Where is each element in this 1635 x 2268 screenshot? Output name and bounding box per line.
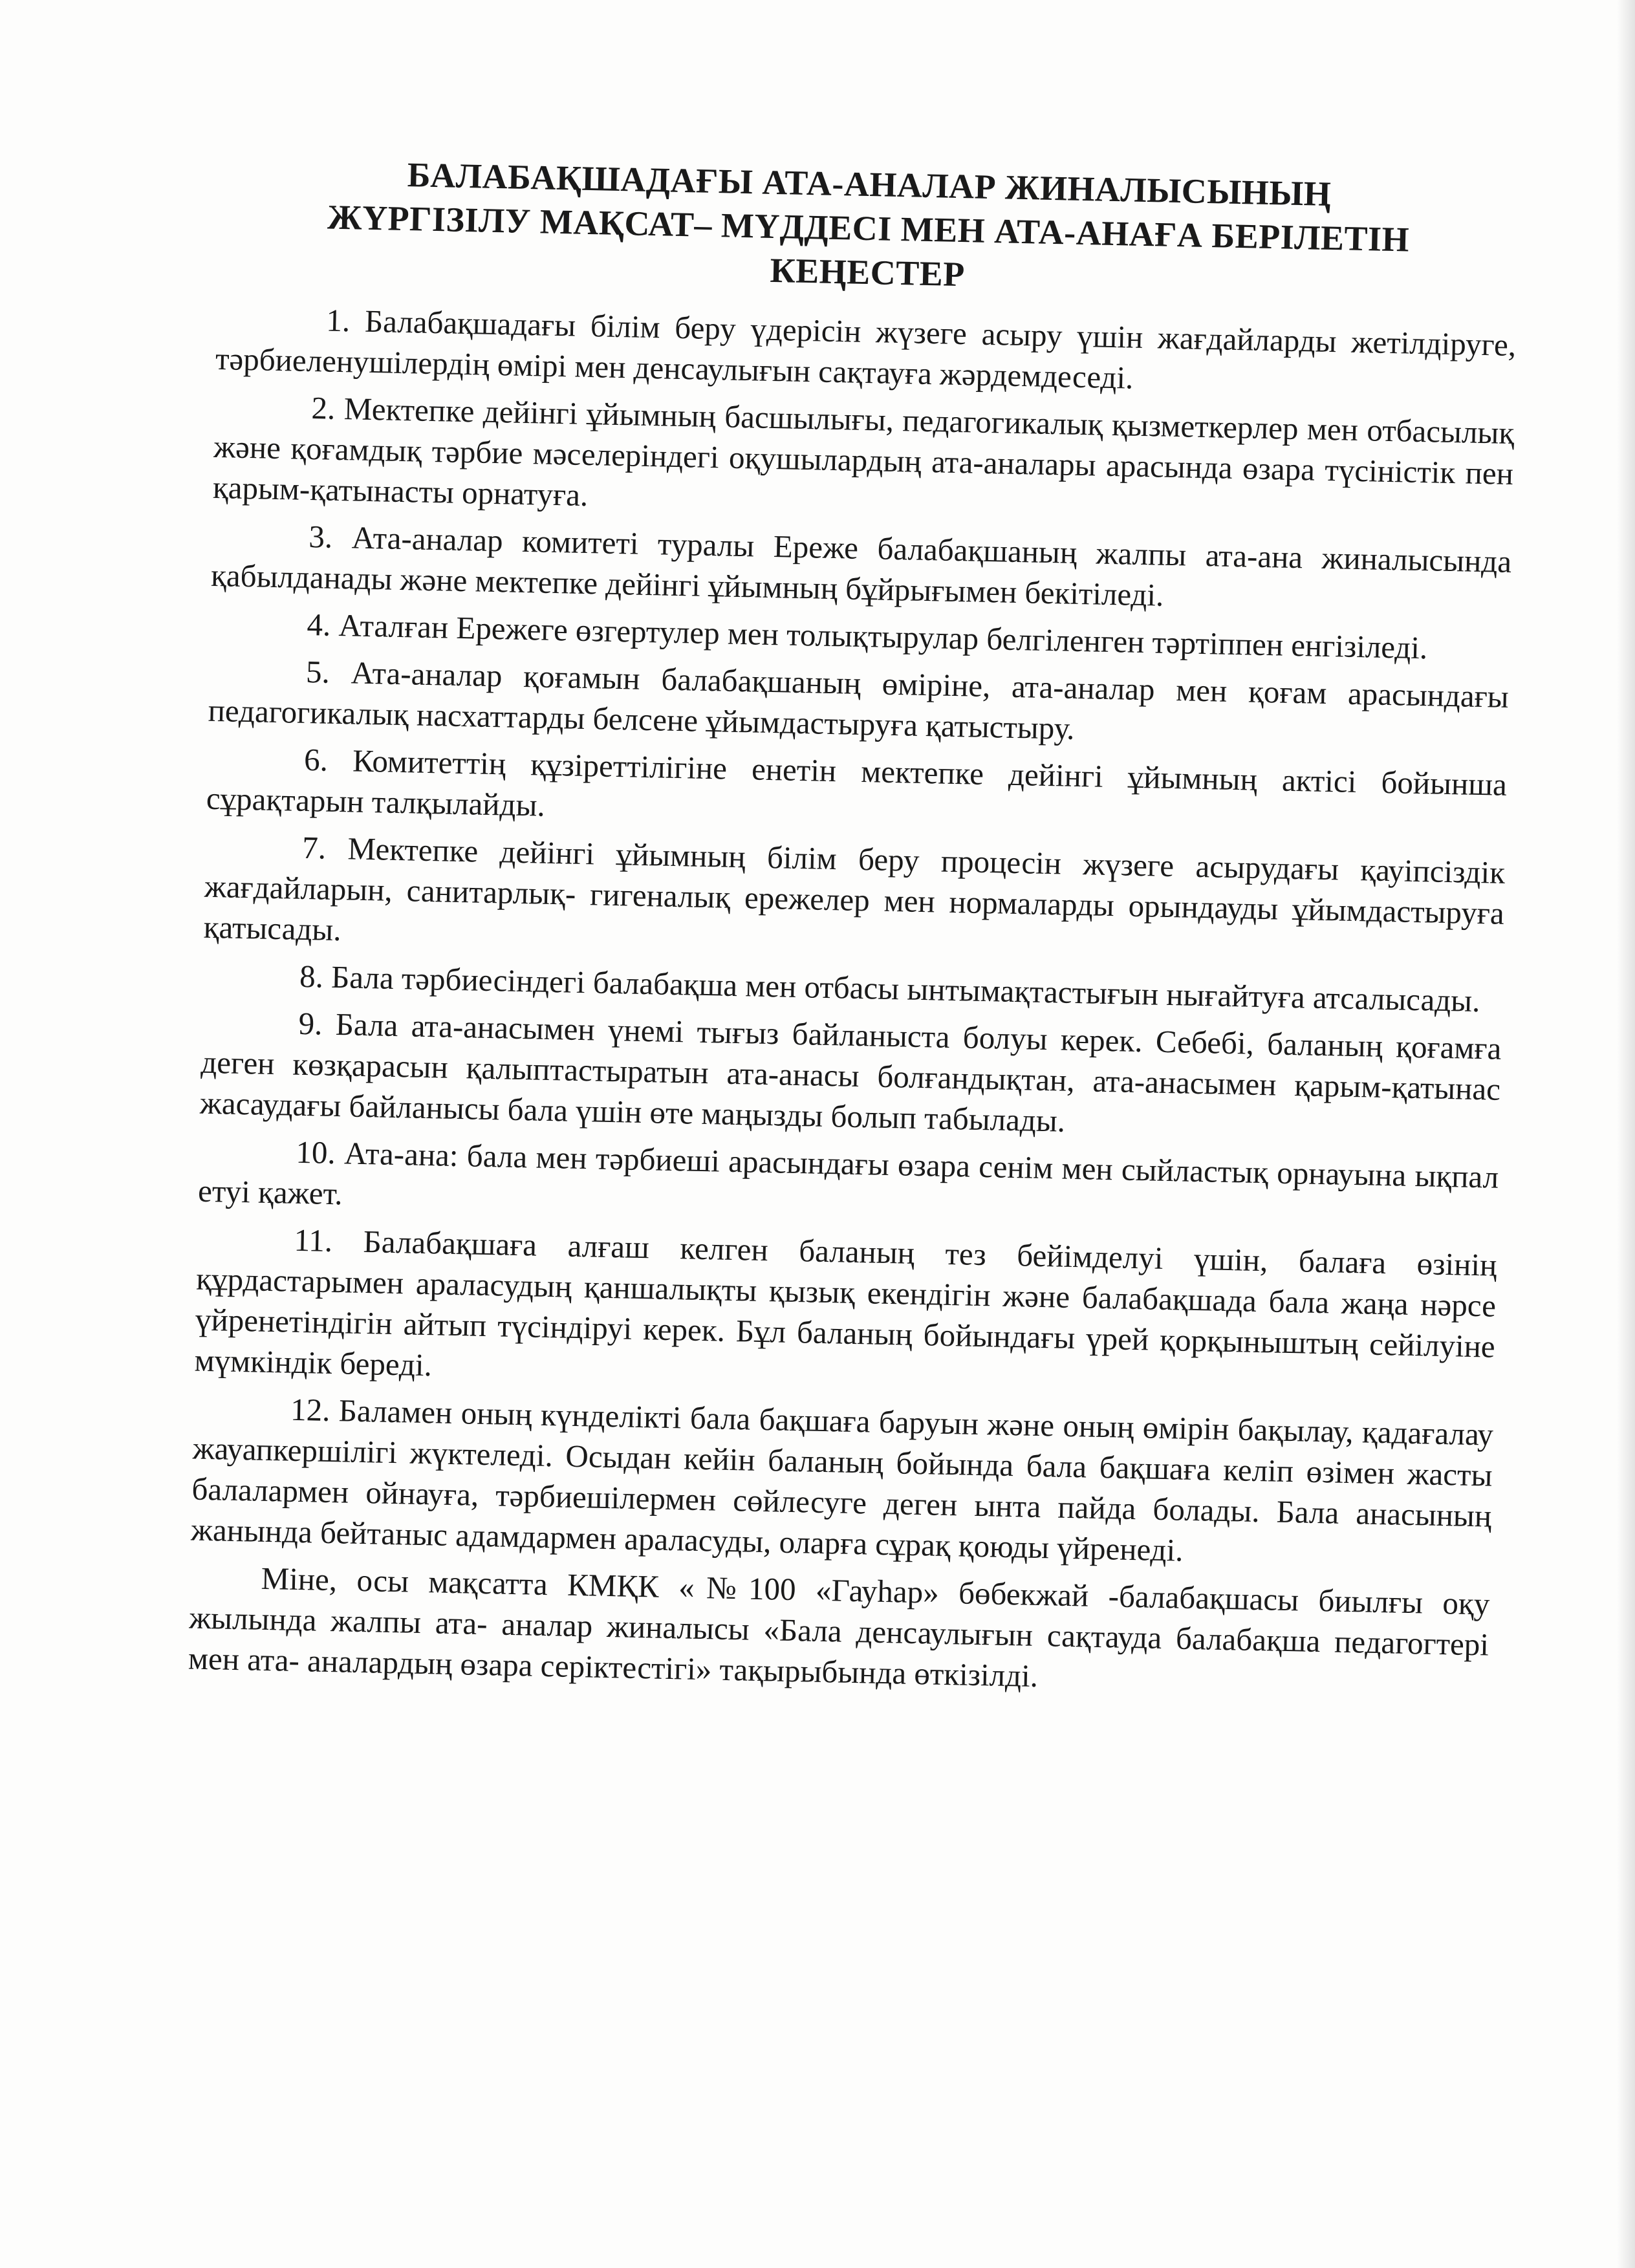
paragraph-7: 7. Мектепке дейінгі ұйымның білім беру процесін жүзеге асырудағы қауіпсіздік жағдайларын, санитарлық- гигеналық ережелер мен нормаларды орындауды ұйымдастыруға қатысады. (203, 829, 1506, 948)
closing-paragraph: Міне, осы мақсатта КМҚК «№100 «Гауһар» бөбекжай -балабақшасы биылғы оқу жылында жалпы ата- аналар жиналысы «Бала денсаулығын сақтауда балабақша педагогтері мен ата- аналардың өзара серіктестігі» тақырыбында өткізілді. (188, 1560, 1490, 1694)
paragraph-8: 8. Бала тәрбиесіндегі балабақша мен отбасы ынтымақтастығын нығайтуға атсалысады. (299, 958, 1481, 1019)
paragraph-10: 10. Ата-ана: бала мен тәрбиеші арасындағы өзара сенім мен сыйластық орнауына ықпал етуі қажет. (197, 1134, 1499, 1212)
paragraph-4: 4. Аталған Ережеге өзгертулер мен толықтырулар белгіленген тәртіппен енгізіледі. (307, 606, 1428, 666)
paragraph-12: 12. Баламен оның күнделікті бала бақшаға баруын және оның өмірін бақылау, қадағалау жауапкершілігі жүктеледі. Осыдан кейін баланың бойында бала бақшаға келіп өзімен жасты балалармен ойнауға, тәрбиешілермен сөйлесуге деген ынта пайда болады. Бала анасының жанында бейтаныс адамдармен араласуды, оларға сұрақ қоюды үйренеді. (190, 1391, 1494, 1568)
paragraph-2: 2. Мектепке дейінгі ұйымның басшылығы, педагогикалық қызметкерлер мен отбасылық және қоғамдық тәрбие мәселеріндегі оқушылардың ата-аналары арасында өзара түсіністік пен қарым-қатынасты орнатуға. (212, 390, 1515, 513)
paragraph-11: 11. Балабақшаға алғаш келген баланың тез бейімделуі үшін, балаға өзінің құрдастарымен араласудың қаншалықты қызық екендігін және балабақшада бала жаңа нәрсе үйренетіндігін айтып түсіндіруі керек. Бұл баланың бойындағы үрей қорқыныштың сейілуіне мүмкіндік береді. (194, 1222, 1497, 1383)
paragraph-1: 1. Балабақшадағы білім беру үдерісін жүзеге асыру үшін жағдайларды жетілдіруге, тәрбиеленушілердің өмірі мен денсаулығын сақтауға жәрдемдеседі. (215, 302, 1517, 396)
paragraph-6: 6. Комитеттің құзіреттілігіне енетін мектепке дейінгі ұйымның актісі бойынша сұрақтарын талқылайды. (206, 741, 1508, 823)
document-title (217, 149, 1520, 308)
paragraph-9: 9. Бала ата-анасымен үнемі тығыз байланыста болуы керек. Себебі, баланың қоғамға деген көзқарасын қалыптастыратын ата-анасы болғандықтан, ата-анасымен қарым-қатынас жасаудағы байланысы бала үшін өте маңызды болып табылады. (199, 1005, 1502, 1139)
document-body (188, 149, 1519, 1712)
title-line-1: БАЛАБАҚШАДАҒЫ АТА-АНАЛАР ЖИНАЛЫСЫНЫҢ (407, 155, 1332, 213)
scan-shadow-edge (1617, 0, 1635, 2268)
title-line-2: ЖҮРГІЗІЛУ МАҚСАТ– МҮДДЕСІ МЕН АТА-АНАҒА БЕРІЛЕТІН (327, 197, 1410, 259)
paragraph-5: 5. Ата-аналар қоғамын балабақшаның өміріне, ата-аналар мен қоғам арасындағы педагогикалық насхаттарды белсене ұйымдастыруға қатыстыру. (208, 653, 1510, 746)
title-line-3: КЕҢЕСТЕР (770, 250, 966, 294)
paragraph-3: 3. Ата-аналар комитеті туралы Ереже балабақшаның жалпы ата-ана жиналысында қабылданады және мектепке дейінгі ұйымның бұйрығымен бекітіледі. (210, 519, 1512, 613)
